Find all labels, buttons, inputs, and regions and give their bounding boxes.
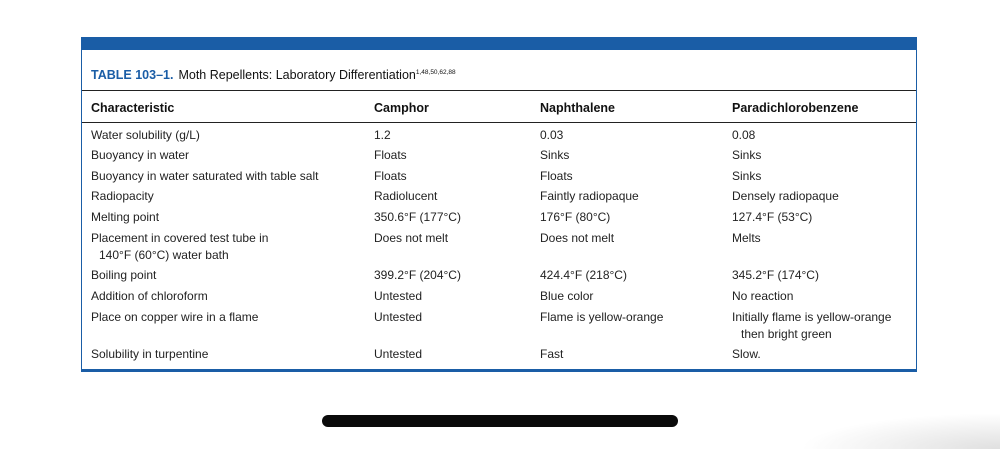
cell-camphor: Untested xyxy=(374,289,423,303)
header-rule xyxy=(82,122,916,123)
cell-naphthalene: Blue color xyxy=(540,289,594,303)
cell-paradichlorobenzene: Slow. xyxy=(732,347,761,361)
cell-paradichlorobenzene: 0.08 xyxy=(732,128,756,142)
cell-naphthalene: Floats xyxy=(540,169,573,183)
cell-characteristic: Radiopacity xyxy=(91,189,154,203)
cell-camphor: Floats xyxy=(374,148,407,162)
cell-characteristic: Place on copper wire in a flame xyxy=(91,310,259,324)
cell-naphthalene: 424.4°F (218°C) xyxy=(540,268,627,282)
cell-naphthalene: Fast xyxy=(540,347,564,361)
table-bottom-rule xyxy=(82,369,916,371)
cell-characteristic: 140°F (60°C) water bath xyxy=(99,248,229,262)
cell-naphthalene: Does not melt xyxy=(540,231,615,245)
cell-paradichlorobenzene: Initially flame is yellow-orange xyxy=(732,310,892,324)
home-indicator-bar[interactable] xyxy=(322,415,678,427)
header-camphor: Camphor xyxy=(374,101,429,115)
header-paradichlorobenzene: Paradichlorobenzene xyxy=(732,101,859,115)
table-caption xyxy=(91,68,456,82)
header-naphthalene: Naphthalene xyxy=(540,101,616,115)
cell-camphor: Floats xyxy=(374,169,407,183)
cell-paradichlorobenzene: Sinks xyxy=(732,169,762,183)
corner-shadow xyxy=(800,413,1000,449)
table-top-bar xyxy=(81,37,917,50)
caption-rule xyxy=(82,90,916,91)
cell-camphor: Untested xyxy=(374,310,423,324)
header-characteristic: Characteristic xyxy=(91,101,175,115)
cell-characteristic: Buoyancy in water saturated with table salt xyxy=(91,169,319,183)
cell-paradichlorobenzene: No reaction xyxy=(732,289,794,303)
table-references: 1,48,50,62,88 xyxy=(415,69,456,76)
cell-characteristic: Solubility in turpentine xyxy=(91,347,209,361)
cell-camphor: Untested xyxy=(374,347,423,361)
cell-paradichlorobenzene: 345.2°F (174°C) xyxy=(732,268,819,282)
cell-camphor: 399.2°F (204°C) xyxy=(374,268,461,282)
cell-camphor: 350.6°F (177°C) xyxy=(374,210,461,224)
cell-paradichlorobenzene: then bright green xyxy=(741,327,832,341)
cell-characteristic: Placement in covered test tube in xyxy=(91,231,269,245)
cell-naphthalene: 176°F (80°C) xyxy=(540,210,611,224)
cell-paradichlorobenzene: Melts xyxy=(732,231,761,245)
moth-repellents-table xyxy=(81,37,917,372)
cell-naphthalene: Flame is yellow-orange xyxy=(540,310,664,324)
cell-camphor: Does not melt xyxy=(374,231,449,245)
cell-paradichlorobenzene: Sinks xyxy=(732,148,762,162)
cell-characteristic: Addition of chloroform xyxy=(91,289,208,303)
table-number: TABLE 103–1. xyxy=(91,68,174,82)
cell-naphthalene: Sinks xyxy=(540,148,570,162)
cell-paradichlorobenzene: Densely radiopaque xyxy=(732,189,839,203)
cell-naphthalene: 0.03 xyxy=(540,128,564,142)
cell-characteristic: Melting point xyxy=(91,210,160,224)
cell-characteristic: Buoyancy in water xyxy=(91,148,190,162)
cell-characteristic: Water solubility (g/L) xyxy=(91,128,200,142)
table-title: Moth Repellents: Laboratory Differentiation xyxy=(178,68,416,82)
cell-camphor: 1.2 xyxy=(374,128,391,142)
cell-naphthalene: Faintly radiopaque xyxy=(540,189,639,203)
cell-camphor: Radiolucent xyxy=(374,189,438,203)
cell-characteristic: Boiling point xyxy=(91,268,157,282)
cell-paradichlorobenzene: 127.4°F (53°C) xyxy=(732,210,813,224)
